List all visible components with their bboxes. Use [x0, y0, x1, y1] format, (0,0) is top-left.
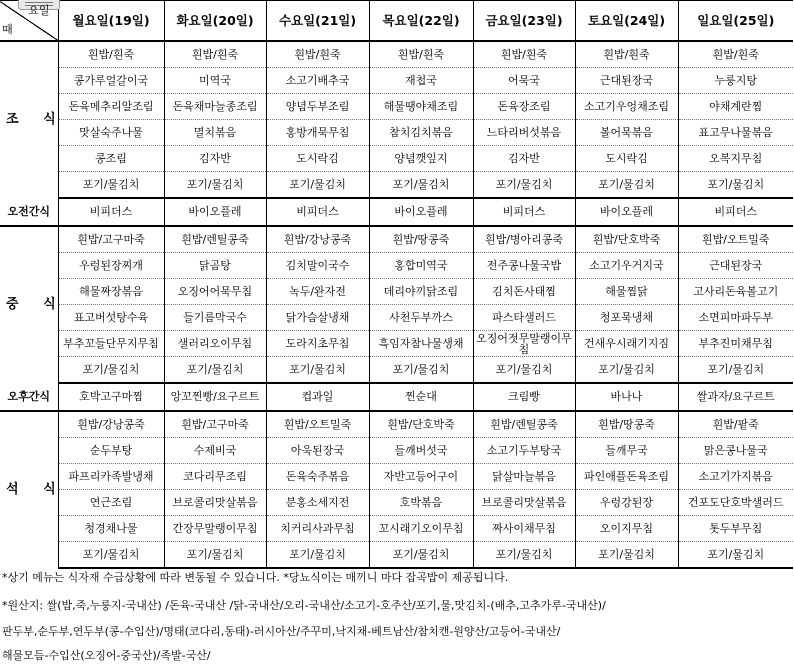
dinner-row: [0, 542, 793, 569]
header-row: [0, 1, 793, 42]
menu-cell: 순두부탕: [58, 438, 164, 464]
menu-cell: 양념깻잎지: [369, 146, 473, 172]
menu-cell: 전주콩나물국밥: [473, 253, 575, 279]
menu-cell: 포기/물김치: [575, 357, 678, 384]
menu-cell: 포기/물김치: [678, 542, 793, 569]
menu-cell: 돈육채마늘종조림: [164, 94, 266, 120]
lunch-row: [0, 331, 793, 357]
breakfast-row: [0, 41, 793, 68]
morning_snack-label: 오전간식: [0, 198, 58, 226]
menu-cell: 청경채나물: [58, 516, 164, 542]
menu-cell: 흰밥/병아리콩죽: [473, 226, 575, 253]
breakfast-label: 조 식: [0, 41, 58, 198]
menu-cell: 톳두부무침: [678, 516, 793, 542]
menu-cell: 흰밥/흰죽: [369, 41, 473, 68]
snack-cell: 앙꼬찐빵/요구르트: [164, 383, 266, 411]
menu-cell: 흰밥/렌틸콩죽: [473, 411, 575, 438]
menu-cell: 돈육메추리알조림: [58, 94, 164, 120]
menu-cell: 부추꼬들단무지무침: [58, 331, 164, 357]
snack-cell: 비피더스: [58, 198, 164, 226]
dinner-section: [0, 411, 793, 568]
day-header-sat: 토요일(24일): [575, 1, 678, 42]
menu-cell: 간장무말랭이무침: [164, 516, 266, 542]
menu-cell: 누룽지탕: [678, 68, 793, 94]
menu-cell: 오징어어묵무침: [164, 279, 266, 305]
menu-cell: 닭가슴살냉채: [266, 305, 369, 331]
menu-cell: 돈육숙주볶음: [266, 464, 369, 490]
menu-cell: 느타리버섯볶음: [473, 120, 575, 146]
menu-cell: 흰밥/렌틸콩죽: [164, 226, 266, 253]
lunch-section: [0, 226, 793, 383]
menu-cell: 청포묵냉채: [575, 305, 678, 331]
morning_snack-row: [0, 198, 793, 226]
menu-cell: 김자반: [164, 146, 266, 172]
menu-cell: 데리야끼닭조림: [369, 279, 473, 305]
breakfast-section: [0, 41, 793, 198]
menu-cell: 수제비국: [164, 438, 266, 464]
menu-cell: 김치말이국수: [266, 253, 369, 279]
menu-cell: 치커리사과무침: [266, 516, 369, 542]
menu-cell: 포기/물김치: [369, 172, 473, 199]
menu-cell: 코다리무조림: [164, 464, 266, 490]
breakfast-row: [0, 146, 793, 172]
menu-cell: 포기/물김치: [678, 172, 793, 199]
menu-cell: 포기/물김치: [266, 542, 369, 569]
menu-cell: 포기/물김치: [266, 172, 369, 199]
menu-cell: 돈육장조림: [473, 94, 575, 120]
corner-meal-label: 때: [2, 23, 13, 36]
snack-cell: 호박고구마찜: [58, 383, 164, 411]
dinner-row: [0, 490, 793, 516]
menu-cell: 도라지초무침: [266, 331, 369, 357]
menu-cell: 소고기가지볶음: [678, 464, 793, 490]
lunch-row: [0, 305, 793, 331]
breakfast-row: [0, 120, 793, 146]
menu-cell: 흰밥/오트밀죽: [266, 411, 369, 438]
menu-cell: 멸치볶음: [164, 120, 266, 146]
day-header-thu: 목요일(22일): [369, 1, 473, 42]
menu-cell: 포기/물김치: [369, 357, 473, 384]
menu-cell: 근대된장국: [575, 68, 678, 94]
menu-cell: 어묵국: [473, 68, 575, 94]
snack-cell: 찐순대: [369, 383, 473, 411]
menu-cell: 샐러리오이무침: [164, 331, 266, 357]
snack-cell: 바이오플레: [164, 198, 266, 226]
snack-cell: 바나나: [575, 383, 678, 411]
menu-cell: 볼어묵볶음: [575, 120, 678, 146]
menu-cell: 흰밥/단호박죽: [575, 226, 678, 253]
note-line: 해물모듬-수입산(오징어-중국산)/족발-국산/: [2, 649, 211, 662]
menu-cell: 고사리돈육볼고기: [678, 279, 793, 305]
menu-cell: 들기름막국수: [164, 305, 266, 331]
snack-cell: 크림빵: [473, 383, 575, 411]
menu-cell: 포기/물김치: [473, 542, 575, 569]
menu-cell: 포기/물김치: [473, 357, 575, 384]
menu-cell: 김치돈사태찜: [473, 279, 575, 305]
menu-cell: 표고버섯탕수육: [58, 305, 164, 331]
menu-cell: 도시락김: [575, 146, 678, 172]
note-line: *상기 메뉴는 식자재 수급상황에 따라 변동될 수 있습니다. *당뇨식이는 매끼니 마다 잡곡밥이 제공됩니다.: [2, 571, 509, 584]
menu-cell: 소고기우거지국: [575, 253, 678, 279]
menu-cell: 근대된장국: [678, 253, 793, 279]
menu-cell: 사천두부까스: [369, 305, 473, 331]
menu-cell: 포기/물김치: [164, 542, 266, 569]
menu-cell: 닭곰탕: [164, 253, 266, 279]
menu-cell: 참치김치볶음: [369, 120, 473, 146]
menu-cell: 흰밥/강낭콩죽: [58, 411, 164, 438]
lunch-row: [0, 253, 793, 279]
menu-cell: 오복지무침: [678, 146, 793, 172]
menu-cell: 야채계란찜: [678, 94, 793, 120]
menu-cell: 포기/물김치: [473, 172, 575, 199]
menu-cell: 홍합미역국: [369, 253, 473, 279]
menu-cell: 브로콜리맛살볶음: [473, 490, 575, 516]
menu-cell: 우렁된장찌개: [58, 253, 164, 279]
dinner-row: [0, 464, 793, 490]
breakfast-row: [0, 172, 793, 199]
menu-cell: 소고기두부탕국: [473, 438, 575, 464]
menu-cell: 포기/물김치: [678, 357, 793, 384]
dinner-row: [0, 411, 793, 438]
menu-cell: 양념두부조림: [266, 94, 369, 120]
menu-cell: 포기/물김치: [266, 357, 369, 384]
snack-cell: 비피더스: [473, 198, 575, 226]
morning-snack-section: [0, 198, 793, 226]
menu-cell: 파스타샐러드: [473, 305, 575, 331]
breakfast-row: [0, 94, 793, 120]
menu-cell: 호박볶음: [369, 490, 473, 516]
day-header-mon: 월요일(19일): [58, 1, 164, 42]
menu-cell: 오이지무침: [575, 516, 678, 542]
menu-cell: 건포도단호박샐러드: [678, 490, 793, 516]
corner-header: [0, 1, 58, 42]
menu-cell: 홍방개묵무침: [266, 120, 369, 146]
menu-cell: 아욱된장국: [266, 438, 369, 464]
menu-cell: 연근조림: [58, 490, 164, 516]
menu-cell: 흰밥/팥죽: [678, 411, 793, 438]
menu-cell: 흰밥/흰죽: [575, 41, 678, 68]
menu-cell: 맑은콩나물국: [678, 438, 793, 464]
menu-cell: 포기/물김치: [164, 357, 266, 384]
menu-cell: 흰밥/흰죽: [58, 41, 164, 68]
menu-cell: 오징어젓무말랭이무침: [473, 331, 575, 357]
menu-cell: 해물땡야채조림: [369, 94, 473, 120]
menu-cell: 표고무나물볶음: [678, 120, 793, 146]
note-line: *원산지: 쌀(밥,죽,누룽지-국내산) /돈육-국내산 /닭-국내산/오리-국내산/소고기-호주산/포기,물,맛김치-(배추,고추가루-국내산)/: [2, 599, 606, 612]
dinner-row: [0, 516, 793, 542]
menu-cell: 흰밥/흰죽: [678, 41, 793, 68]
menu-cell: 소고기우엉채조림: [575, 94, 678, 120]
menu-cell: 포기/물김치: [58, 172, 164, 199]
lunch-row: [0, 357, 793, 384]
menu-cell: 소면피마파두부: [678, 305, 793, 331]
dinner-label: 석 식: [0, 411, 58, 568]
snack-cell: 바이오플레: [369, 198, 473, 226]
menu-cell: 흰밥/땅콩죽: [369, 226, 473, 253]
day-header-tue: 화요일(20일): [164, 1, 266, 42]
lunch-row: [0, 279, 793, 305]
snack-cell: 비피더스: [678, 198, 793, 226]
menu-cell: 건새우시래기지짐: [575, 331, 678, 357]
lunch-row: [0, 226, 793, 253]
lunch-label: 중 식: [0, 226, 58, 383]
menu-cell: 흰밥/흰죽: [473, 41, 575, 68]
menu-cell: 자반고등어구이: [369, 464, 473, 490]
day-header-fri: 금요일(23일): [473, 1, 575, 42]
afternoon_snack-label: 오후간식: [0, 383, 58, 411]
menu-cell: 들깨버섯국: [369, 438, 473, 464]
menu-cell: 브로콜리맛살볶음: [164, 490, 266, 516]
menu-cell: 포기/물김치: [575, 542, 678, 569]
menu-cell: 해물짜장볶음: [58, 279, 164, 305]
menu-cell: 포기/물김치: [369, 542, 473, 569]
menu-cell: 맛살숙주나물: [58, 120, 164, 146]
menu-cell: 포기/물김치: [164, 172, 266, 199]
menu-cell: 포기/물김치: [58, 542, 164, 569]
menu-cell: 도시락김: [266, 146, 369, 172]
breakfast-row: [0, 68, 793, 94]
menu-cell: 부추진미채무침: [678, 331, 793, 357]
menu-cell: 들깨무국: [575, 438, 678, 464]
menu-cell: 흑임자참나물생채: [369, 331, 473, 357]
menu-cell: 분홍소세지전: [266, 490, 369, 516]
menu-cell: 흰밥/땅콩죽: [575, 411, 678, 438]
menu-cell: 꼬시래기오이무침: [369, 516, 473, 542]
menu-cell: 파인애플돈육조림: [575, 464, 678, 490]
menu-cell: 흰밥/단호박죽: [369, 411, 473, 438]
menu-cell: 짜사이채무침: [473, 516, 575, 542]
afternoon-snack-section: [0, 383, 793, 411]
menu-cell: 콩가루얼갈이국: [58, 68, 164, 94]
menu-cell: 녹두/완자전: [266, 279, 369, 305]
menu-cell: 흰밥/고구마죽: [164, 411, 266, 438]
menu-cell: 파프리카족발냉채: [58, 464, 164, 490]
day-header-wed: 수요일(21일): [266, 1, 369, 42]
menu-cell: 흰밥/흰죽: [164, 41, 266, 68]
menu-cell: 포기/물김치: [58, 357, 164, 384]
menu-cell: 미역국: [164, 68, 266, 94]
menu-cell: 콩조림: [58, 146, 164, 172]
day-header-sun: 일요일(25일): [678, 1, 793, 42]
note-line: 판두부,순두부,연두부(콩-수입산)/명태(코다리,동태)-러시아산/주꾸미,낙지채-베트남산/참치캔-원양산/고등어-국내산/: [2, 625, 561, 638]
menu-cell: 우렁강된장: [575, 490, 678, 516]
menu-cell: 닭살마늘볶음: [473, 464, 575, 490]
snack-cell: 컵과일: [266, 383, 369, 411]
dinner-row: [0, 438, 793, 464]
menu-cell: 흰밥/흰죽: [266, 41, 369, 68]
menu-cell: 재첩국: [369, 68, 473, 94]
snack-cell: 비피더스: [266, 198, 369, 226]
menu-cell: 김자반: [473, 146, 575, 172]
menu-cell: 해물찜닭: [575, 279, 678, 305]
afternoon_snack-row: [0, 383, 793, 411]
menu-cell: 흰밥/강낭콩죽: [266, 226, 369, 253]
menu-cell: 흰밥/고구마죽: [58, 226, 164, 253]
menu-cell: 포기/물김치: [575, 172, 678, 199]
menu-cell: 흰밥/오트밀죽: [678, 226, 793, 253]
snack-cell: 바이오플레: [575, 198, 678, 226]
snack-cell: 쌀과자/요구르트: [678, 383, 793, 411]
menu-cell: 소고기배추국: [266, 68, 369, 94]
corner-day-label: 요일: [28, 4, 50, 17]
